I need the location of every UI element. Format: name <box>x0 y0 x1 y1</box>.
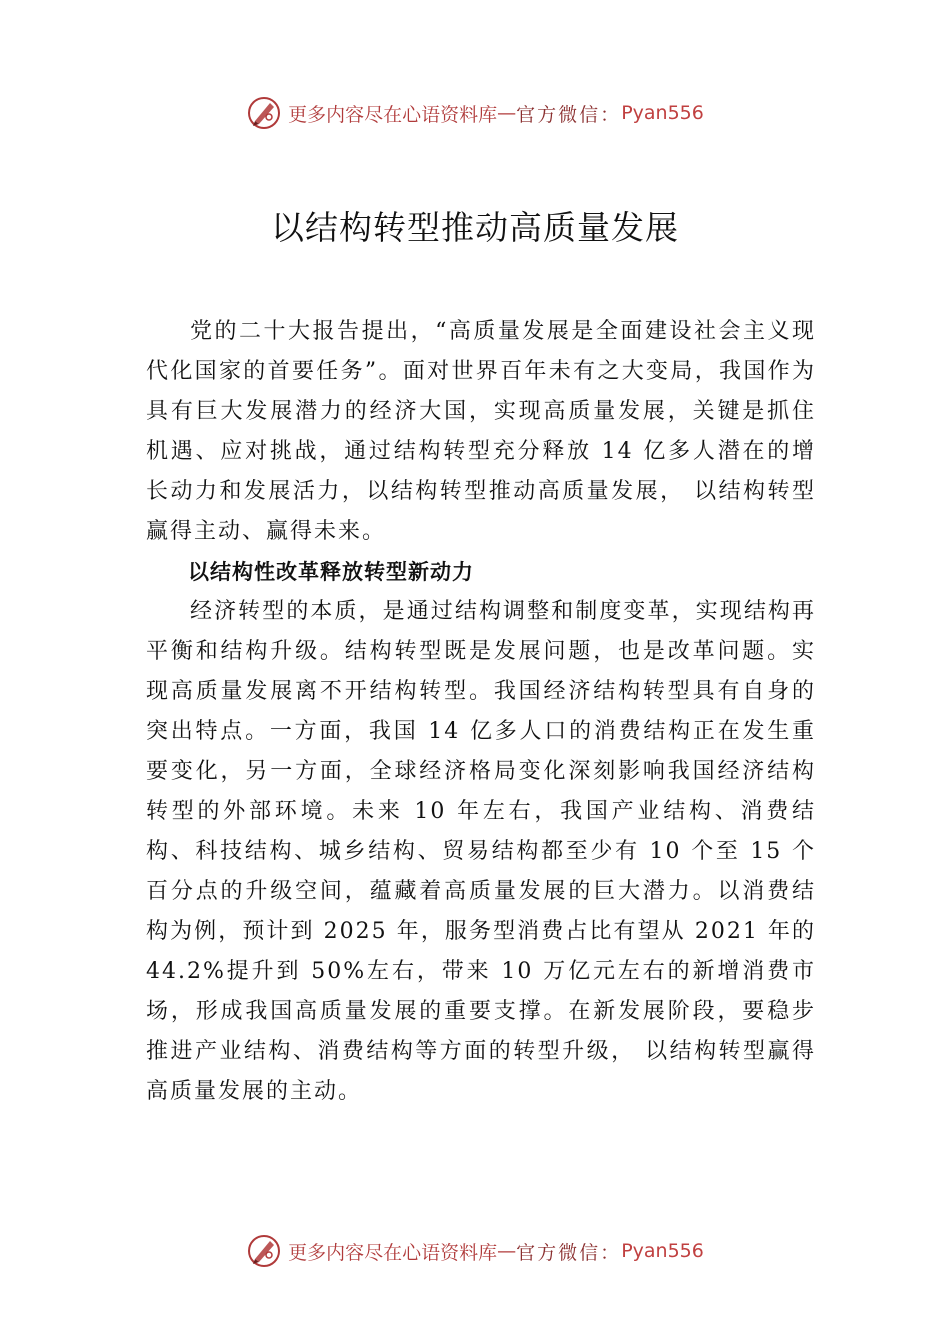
document-title: 以结构转型推动高质量发展 <box>271 208 679 247</box>
watermark-banner-top <box>0 95 950 131</box>
section-paragraph: 经济转型的本质，是通过结构调整和制度变革，实现结构再平衡和结构升级。结构转型既是发展问题，也是改革问题。实现高质量发展离不开结构转型。我国经济结构转型具有自身的突出特点。一方面，我国 14 亿多人口的消费结构正在发生重要变化，另一方面，全球经济格局变化深刻影响我国经济结构转型的外部环境。未来 10 年左右，我国产业结构、消费结构、科技结构、城乡结构、贸易结构都至少有 10 个至 15 个百分点的升级空间，蕴藏着高质量发展的巨大潜力。以消费结构为例，预计到 2025 年，服务型消费占比有望从 2021 年的 44.2%提升到 50%左右，带来 10 万亿元左右的新增消费市场，形成我国高质量发展的重要支撑。在新发展阶段，要稳步推进产业结构、消费结构等方面的转型升级， 以结构转型赢得高质量发展的主动。 <box>146 599 816 1104</box>
watermark-wechat-id: Pyan556 <box>621 102 704 124</box>
watermark-wechat-id: Pyan556 <box>621 1240 704 1262</box>
watermark-text: 更多内容尽在心语资料库 <box>288 1241 498 1264</box>
pen-logo-icon <box>246 1233 282 1269</box>
watermark-text: 更多内容尽在心语资料库 <box>288 103 498 126</box>
watermark-wechat-label: 官方微信： <box>516 1241 622 1264</box>
watermark-dash: — <box>497 1240 517 1262</box>
pen-logo-icon <box>246 95 282 131</box>
watermark-banner-bottom <box>0 1233 950 1269</box>
document-body <box>146 312 816 1112</box>
intro-paragraph: 党的二十大报告提出，“高质量发展是全面建设社会主义现代化国家的首要任务”。面对世界百年未有之大变局，我国作为具有巨大发展潜力的经济大国，实现高质量发展，关键是抓住机遇、应对挑战，通过结构转型充分释放 14 亿多人潜在的增长动力和发展活力，以结构转型推动高质量发展， 以结构转型赢得主动、赢得未来。 <box>146 319 816 544</box>
watermark-dash: — <box>497 102 517 124</box>
watermark-wechat-label: 官方微信： <box>516 103 622 126</box>
section-heading: 以结构性改革释放转型新动力 <box>188 560 474 584</box>
